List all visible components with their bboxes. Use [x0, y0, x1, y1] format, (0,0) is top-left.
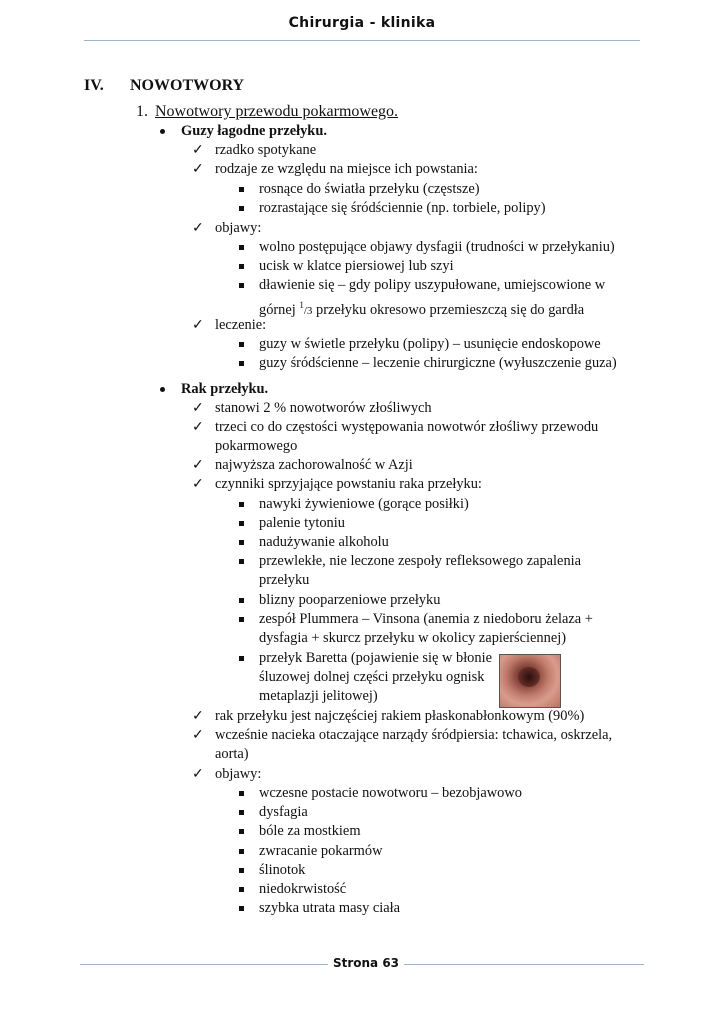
check-icon: ✓ — [192, 728, 204, 743]
square-bullet-icon — [239, 521, 244, 526]
subsection-title: Nowotwory przewodu pokarmowego. — [155, 103, 399, 120]
check-icon: ✓ — [192, 221, 204, 236]
cancer-heading: Rak przełyku. — [181, 381, 269, 397]
list-item: czynniki sprzyjające powstaniu raka przełyku: — [215, 476, 482, 492]
square-bullet-icon — [239, 245, 244, 250]
list-item-continuation: śluzowej dolnej części przełyku ognisk — [259, 669, 485, 685]
list-item-continuation: aorta) — [215, 746, 249, 762]
subsection-number: 1. — [136, 103, 148, 120]
list-item: zespół Plummera – Vinsona (anemia z niedoboru żelaza + — [259, 611, 593, 627]
square-bullet-icon — [239, 559, 244, 564]
endoscopy-image — [499, 654, 561, 708]
benign-heading: Guzy łagodne przełyku. — [181, 123, 327, 139]
bullet-dot-icon — [160, 129, 165, 134]
section-title: NOWOTWORY — [130, 77, 245, 94]
text-fragment: przełyku okresowo przemieszczą się do gardła — [312, 301, 585, 318]
square-bullet-icon — [239, 849, 244, 854]
text-fragment: górnej — [259, 301, 300, 318]
header-divider — [84, 40, 640, 41]
list-item: rak przełyku jest najczęściej rakiem płaskonabłonkowym (90%) — [215, 708, 585, 724]
square-bullet-icon — [239, 906, 244, 911]
list-item: przełyk Baretta (pojawienie się w błonie — [259, 650, 492, 666]
footer-divider-left — [80, 964, 328, 965]
list-item: przewlekłe, nie leczone zespoły refleksowego zapalenia — [259, 553, 582, 569]
list-item: guzy śródścienne – leczenie chirurgiczne (wyłuszczenie guza) — [259, 355, 617, 371]
check-icon: ✓ — [192, 420, 204, 435]
endoscopy-lumen — [518, 667, 540, 687]
list-item: stanowi 2 % nowotworów złośliwych — [215, 400, 432, 416]
list-item-continuation — [259, 296, 584, 321]
list-item: objawy: — [215, 220, 262, 236]
list-item: rodzaje ze względu na miejsce ich powstania: — [215, 161, 478, 177]
list-item: palenie tytoniu — [259, 515, 345, 531]
list-item: blizny pooparzeniowe przełyku — [259, 592, 441, 608]
list-item: leczenie: — [215, 317, 267, 333]
list-item: ślinotok — [259, 862, 306, 878]
list-item: wolno postępujące objawy dysfagii (trudności w przełykaniu) — [259, 239, 615, 255]
square-bullet-icon — [239, 656, 244, 661]
check-icon: ✓ — [192, 318, 204, 333]
square-bullet-icon — [239, 617, 244, 622]
square-bullet-icon — [239, 361, 244, 366]
list-item-continuation: metaplazji jelitowej) — [259, 688, 378, 704]
square-bullet-icon — [239, 342, 244, 347]
square-bullet-icon — [239, 187, 244, 192]
check-icon: ✓ — [192, 162, 204, 177]
fraction-denominator: /3 — [303, 304, 313, 317]
list-item: guzy w świetle przełyku (polipy) – usunięcie endoskopowe — [259, 336, 601, 352]
square-bullet-icon — [239, 206, 244, 211]
list-item: ucisk w klatce piersiowej lub szyi — [259, 258, 454, 274]
square-bullet-icon — [239, 598, 244, 603]
list-item: rzadko spotykane — [215, 142, 317, 158]
check-icon: ✓ — [192, 477, 204, 492]
square-bullet-icon — [239, 264, 244, 269]
square-bullet-icon — [239, 502, 244, 507]
footer-divider-right — [404, 964, 644, 965]
list-item: rozrastające się śródściennie (np. torbiele, polipy) — [259, 200, 546, 216]
list-item: najwyższa zachorowalność w Azji — [215, 457, 413, 473]
page-number: Strona 63 — [332, 956, 400, 970]
list-item: dysfagia — [259, 804, 308, 820]
square-bullet-icon — [239, 791, 244, 796]
list-item: niedokrwistość — [259, 881, 347, 897]
square-bullet-icon — [239, 868, 244, 873]
list-item: szybka utrata masy ciała — [259, 900, 401, 916]
check-icon: ✓ — [192, 458, 204, 473]
list-item: dławienie się – gdy polipy uszypułowane, umiejscowione w — [259, 277, 606, 293]
list-item: zwracanie pokarmów — [259, 843, 383, 859]
header-title: Chirurgia - klinika — [288, 15, 436, 31]
square-bullet-icon — [239, 540, 244, 545]
list-item: rosnące do światła przełyku (częstsze) — [259, 181, 480, 197]
list-item-continuation: dysfagia + skurcz przełyku w okolicy zapierściennej) — [259, 630, 567, 646]
list-item: nawyki żywieniowe (gorące posiłki) — [259, 496, 469, 512]
check-icon: ✓ — [192, 709, 204, 724]
list-item-continuation: przełyku — [259, 572, 310, 588]
fraction-numerator: 1 — [299, 300, 304, 310]
section-number: IV. — [84, 77, 104, 94]
list-item: trzeci co do częstości występowania nowotwór złośliwy przewodu — [215, 419, 599, 435]
square-bullet-icon — [239, 829, 244, 834]
list-item: objawy: — [215, 766, 262, 782]
check-icon: ✓ — [192, 143, 204, 158]
square-bullet-icon — [239, 887, 244, 892]
check-icon: ✓ — [192, 401, 204, 416]
check-icon: ✓ — [192, 767, 204, 782]
square-bullet-icon — [239, 810, 244, 815]
list-item: wczesne postacie nowotworu – bezobjawowo — [259, 785, 522, 801]
square-bullet-icon — [239, 283, 244, 288]
list-item-continuation: pokarmowego — [215, 438, 298, 454]
list-item: bóle za mostkiem — [259, 823, 361, 839]
list-item: wcześnie nacieka otaczające narządy śródpiersia: tchawica, oskrzela, — [215, 727, 613, 743]
bullet-dot-icon — [160, 387, 165, 392]
list-item: nadużywanie alkoholu — [259, 534, 389, 550]
